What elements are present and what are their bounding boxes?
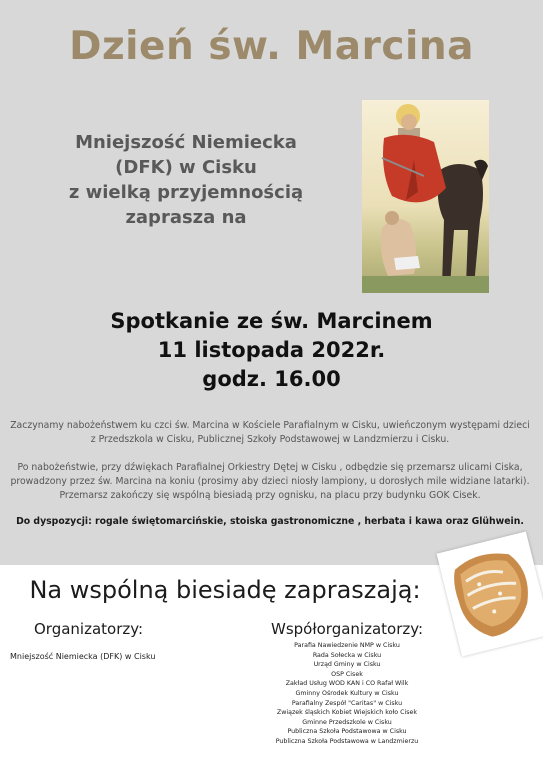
- page-title: Dzień św. Marcina: [69, 24, 474, 69]
- coorganizer-item: Gminne Przedszkole w Cisku: [302, 718, 392, 726]
- saint-martin-image: [362, 100, 489, 293]
- coorganizer-item: Rada Sołecka w Cisku: [312, 651, 382, 659]
- paragraph-line: Zaczynamy nabożeństwem ku czci św. Marcina w Kościele Parafialnym w Cisku, uwieńczonym występami dzieci: [10, 420, 530, 431]
- coorganizer-item: Publiczna Szkoła Podstawowa w Landzmierzu: [275, 737, 419, 745]
- coorganizers-heading: Współorganizatorzy:: [271, 620, 424, 638]
- coorganizer-item: Gminny Ośrodek Kultury w Cisku: [295, 689, 399, 697]
- coorganizers-list: [262, 641, 432, 747]
- coorganizer-item: Publiczna Szkoła Podstawowa w Cisku: [287, 728, 407, 736]
- invite-heading: Na wspólną biesiadę zapraszają:: [29, 576, 421, 604]
- paragraph-offer: [10, 515, 530, 529]
- paragraph-march: [10, 461, 530, 503]
- event-headline: [0, 307, 543, 394]
- headline-date: 11 listopada 2022r.: [157, 338, 386, 362]
- paragraph-line: Przemarsz zakończy się wspólną biesiadą przy ognisku, na placu przy budynku GOK Cisek.: [59, 490, 481, 501]
- intro-line: Mniejszość Niemiecka: [75, 132, 297, 153]
- paragraph-line: Do dyspozycji: rogale świętomarcińskie, stoiska gastronomiczne , herbata i kawa oraz Glühwein.: [16, 516, 524, 527]
- organizers-heading: Organizatorzy:: [34, 620, 144, 638]
- coorganizer-item: Urząd Gminy w Cisku: [313, 661, 381, 669]
- coorganizer-item: Zakład Usług WOD KAN i CO Rafał Wilk: [285, 680, 409, 688]
- paragraph-line: Po nabożeństwie, przy dźwiękach Parafialnej Orkiestry Dętej w Cisku , odbędzie się przemarsz ulicami Ciska,: [17, 462, 523, 473]
- paragraph-line: prowadzony przez św. Marcina na koniu (prosimy aby dzieci niosły lampiony, u dorosłych mile widziane latarki).: [10, 476, 530, 487]
- intro-line: zaprasza na: [125, 207, 247, 228]
- paragraph-line: z Przedszkola w Cisku, Publicznej Szkoły Podstawowej w Landzmierzu i Cisku.: [90, 434, 450, 445]
- coorganizer-item: Związek śląskich Kobiet Wiejskich koło Cisek: [276, 709, 418, 717]
- coorganizer-item: Parafialny Zespół "Caritas" w Cisku: [291, 699, 403, 707]
- coorganizer-item: OSP Cisek: [331, 670, 363, 678]
- intro-text: [68, 130, 304, 230]
- organizer-item: Mniejszość Niemiecka (DFK) w Cisku: [10, 652, 156, 661]
- headline-time: godz. 16.00: [202, 367, 341, 391]
- pastry-photo: [437, 531, 543, 656]
- intro-line: (DFK) w Cisku: [115, 157, 257, 178]
- paragraph-mass: [10, 419, 530, 447]
- headline-line: Spotkanie ze św. Marcinem: [110, 309, 433, 333]
- intro-line: z wielką przyjemnością: [68, 182, 304, 203]
- coorganizer-item: Parafia Nawiedzenie NMP w Cisku: [294, 642, 400, 649]
